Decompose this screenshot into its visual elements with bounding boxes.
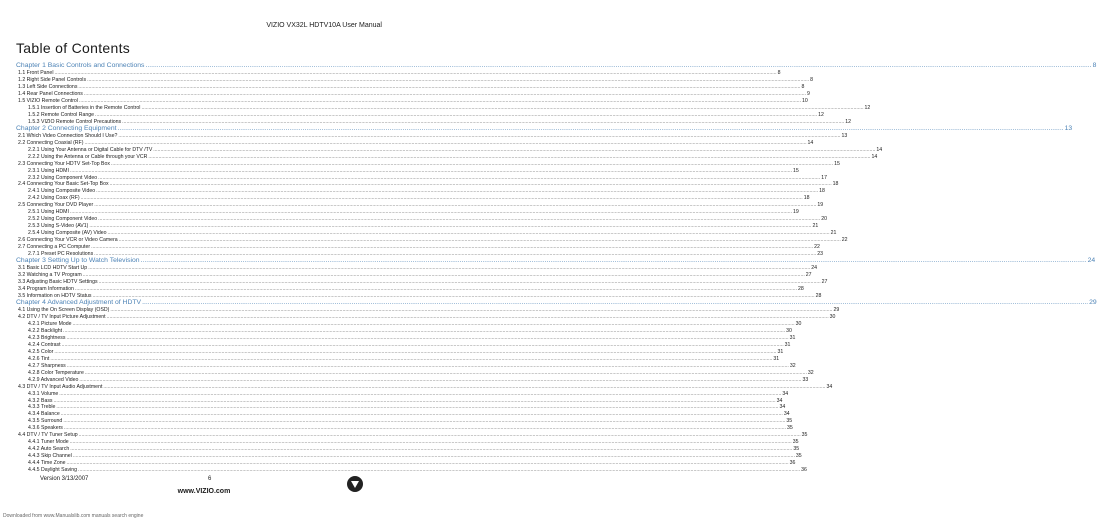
toc-page-number: 36 [789,460,796,467]
toc-dot-leader [83,272,805,279]
toc-entry-row[interactable] [16,425,793,432]
toc-dot-leader [94,202,816,209]
manual-header: VIZIO VX32L HDTV10A User Manual [266,22,382,29]
toc-entry-row[interactable] [16,397,783,405]
toc-dot-leader [95,112,817,119]
toc-page-number: 28 [815,292,822,299]
toc-entry-row[interactable] [16,237,848,244]
footer-url-link[interactable]: www.VIZIO.com [177,488,231,495]
toc-dot-leader [79,377,801,384]
toc-dot-leader [59,391,781,398]
toc-dot-leader [119,237,841,244]
toc-entry-label: 4.2.7 Sharpness [28,362,66,369]
toc-entry-label: 2.1 Which Video Connection Should I Use? [18,132,118,139]
toc-page-number: 21 [812,223,819,230]
toc-entry-label: 3.2 Watching a TV Program [18,272,82,279]
toc-page-number: 18 [819,188,825,195]
toc-dot-leader [70,209,792,216]
toc-dot-leader [70,446,792,453]
toc-page-number: 30 [829,313,836,320]
toc-dot-leader [79,432,801,439]
toc-page-number: 22 [841,237,848,244]
toc-entry-label: 4.4.5 Daylight Saving [28,467,78,474]
toc-page-number: 31 [784,341,791,348]
toc-page-number: 12 [818,111,824,118]
toc-dot-leader [67,335,789,342]
toc-entry-row[interactable] [16,209,799,216]
toc-dot-leader [91,244,813,251]
toc-entry-row[interactable] [16,327,792,335]
toc-entry-row[interactable] [16,160,840,168]
toc-entry-label: 2.2.2 Using the Antenna or Cable through your VCR [28,153,148,160]
toc-entry-row[interactable] [16,153,878,161]
toc-entry-row[interactable] [16,69,781,77]
toc-page-number: 32 [807,369,814,376]
toc-entry-label: 4.3.3 Treble [28,404,56,411]
toc-page-number: 21 [830,230,837,237]
toc-entry-label: 2.3.2 Using Component Video [28,174,98,181]
toc-entry-label: 1.5.3 VIZIO Remote Control Precautions [28,118,122,125]
toc-page-number: 34 [782,390,789,397]
toc-entry-row[interactable] [16,369,814,377]
footer-version: Version 3/13/2007 [40,476,89,482]
toc-page-number: 13 [841,132,848,139]
toc-page-number: 10 [802,97,808,104]
toc-entry-row[interactable] [16,334,796,342]
toc-entry-row[interactable] [16,272,812,279]
toc-page-number: 24 [1087,257,1096,265]
toc-dot-leader [63,328,785,335]
toc-dot-leader [67,460,789,467]
toc-entry-label: 1.4 Rear Panel Connections [18,90,83,97]
toc-page-number: 8 [777,69,781,76]
toc-entry-row[interactable] [16,223,819,230]
toc-entry-label: 2.2.1 Using Your Antenna or Digital Cable for DTV /TV [28,146,153,153]
toc-dot-leader [56,404,778,411]
toc-entry-label: 2.7 Connecting a PC Computer [18,244,91,251]
toc-dot-leader [107,314,829,321]
toc-entry-label: 4.2.3 Brightness [28,334,66,341]
toc-entry-label: Chapter 3 Setting Up to Watch Television [16,257,140,265]
download-watermark: Downloaded from www.Manualslib.com manuals search engine [3,513,144,519]
toc-dot-leader [54,70,776,77]
toc-entry-label: 4.4.3 Skip Channel [28,453,72,460]
toc-entry-label: 4.4.4 Time Zone [28,460,66,467]
toc-entry-label: 1.5.1 Insertion of Batteries in the Remote Control [28,104,141,111]
toc-page-number: 33 [802,376,809,383]
toc-dot-leader [70,439,792,446]
toc-dot-leader [81,195,803,202]
table-of-contents [16,62,1097,474]
toc-entry-label: 4.2.9 Advanced Video [28,376,79,383]
toc-page-number: 29 [1089,298,1097,306]
toc-page-number: 22 [814,244,820,251]
toc-entry-row[interactable] [16,404,786,411]
toc-entry-label: 1.2 Right Side Panel Controls [18,76,87,83]
toc-entry-label: 3.5 Information on HDTV Status [18,292,92,299]
toc-chapter-row[interactable] [16,124,1073,133]
toc-entry-row[interactable] [16,383,833,391]
toc-dot-leader [67,363,789,370]
toc-page-number: 14 [871,153,878,160]
toc-dot-leader [61,411,783,418]
toc-entry-label: 2.2 Connecting Coaxial (RF) [18,139,84,146]
toc-page-number: 27 [805,272,812,279]
toc-dot-leader [63,418,785,425]
toc-entry-row[interactable] [16,202,824,209]
toc-dot-leader [70,168,792,175]
toc-dot-leader [141,105,863,112]
toc-page-number: 35 [793,446,800,453]
toc-entry-row[interactable] [16,167,799,175]
toc-entry-row[interactable] [16,411,790,418]
toc-entry-row[interactable] [16,174,827,182]
toc-entry-label: 4.2.1 Picture Mode [28,320,72,327]
toc-entry-label: Chapter 2 Connecting Equipment [16,124,117,132]
toc-entry-label: 4.2.8 Color Temperature [28,369,84,376]
toc-entry-row[interactable] [16,418,793,425]
toc-page-number: 35 [786,425,793,432]
toc-entry-label: 1.5.2 Remote Control Range [28,111,95,118]
toc-entry-label: 3.1 Basic LCD HDTV Start Up [18,265,88,272]
toc-entry-label: 1.1 Front Panel [18,69,54,76]
toc-entry-row[interactable] [16,355,780,363]
toc-dot-leader [50,356,772,363]
toc-entry-row[interactable] [16,244,820,251]
toc-dot-leader [87,77,809,84]
toc-chapter-row[interactable] [16,62,1097,70]
toc-entry-row[interactable] [16,453,802,460]
toc-page-number: 35 [792,439,799,446]
toc-entry-row[interactable] [16,195,810,202]
toc-entry-label: 2.3.1 Using HDMI [28,167,69,174]
toc-page-number: 8 [801,83,805,90]
toc-dot-leader [98,216,820,223]
toc-page-number: 29 [833,306,840,313]
toc-entry-label: 4.4.1 Tuner Mode [28,439,69,446]
toc-page-number: 28 [798,286,804,292]
toc-entry-label: 2.7.1 Preset PC Resolutions [28,251,94,258]
toc-dot-leader [79,98,801,105]
toc-entry-label: 2.4.2 Using Coax (RF) [28,195,80,202]
toc-page-number: 14 [876,146,883,153]
toc-dot-leader [145,63,1091,70]
toc-dot-leader [148,154,870,161]
toc-entry-label: 4.4.2 Auto Search [28,446,70,453]
toc-entry-label: 4.2.4 Contrast [28,341,61,348]
toc-dot-leader [73,453,795,460]
toc-entry-row[interactable] [16,181,839,188]
toc-page-number: 34 [826,383,833,390]
toc-dot-leader [54,349,776,356]
toc-page-number: 27 [821,279,828,286]
toc-dot-leader [98,175,820,182]
toc-entry-row[interactable] [16,279,828,286]
toc-entry-row[interactable] [16,390,789,398]
toc-entry-row[interactable] [16,286,804,293]
toc-entry-row[interactable] [16,111,824,119]
toc-entry-label: 2.5.3 Using S-Video (AV1) [28,223,89,230]
toc-entry-label: 2.4.1 Using Composite Video [28,188,96,195]
toc-entry-row[interactable] [16,146,883,154]
toc-page-number: 19 [793,209,799,216]
toc-dot-leader [141,258,1087,265]
toc-page-number: 8 [1092,62,1097,69]
toc-page-number: 30 [795,320,802,327]
toc-page-number: 35 [786,418,793,425]
toc-entry-row[interactable] [16,467,807,474]
toc-entry-row[interactable] [16,432,808,439]
toc-page-number: 31 [773,355,780,362]
toc-entry-row[interactable] [16,132,848,140]
toc-page-number: 20 [821,216,827,223]
toc-chapter-row[interactable] [16,298,1097,307]
toc-chapter-row[interactable] [16,257,1096,265]
toc-entry-label: 4.2.5 Color [28,348,54,355]
toc-page-number: 31 [789,334,796,341]
toc-entry-row[interactable] [16,446,800,453]
toc-dot-leader [110,181,832,188]
toc-entry-label: 4.1 Using the On Screen Display (OSD) [18,306,110,313]
toc-entry-row[interactable] [16,439,799,446]
toc-page-number: 35 [801,432,808,439]
toc-page-number: 31 [777,348,784,355]
toc-entry-label: 4.3.5 Surround [28,418,63,425]
toc-page-number: 8 [810,76,814,83]
toc-entry-row[interactable] [16,139,814,147]
toc-page-number: 19 [817,202,824,209]
toc-entry-label: 4.4 DTV / TV Tuner Setup [18,432,78,439]
toc-entry-row[interactable] [16,376,809,384]
toc-page-number: 30 [786,327,792,334]
toc-page-number: 9 [806,90,810,97]
toc-page-number: 24 [811,265,818,272]
toc-entry-row[interactable] [16,348,784,356]
toc-entry-row[interactable] [16,76,814,84]
toc-dot-leader [88,265,810,272]
toc-dot-leader [84,140,806,147]
toc-entry-label: 4.2 DTV / TV Input Picture Adjustment [18,313,106,320]
toc-page-number: 34 [776,397,783,404]
toc-entry-row[interactable] [16,313,836,321]
toc-page-number: 12 [864,104,871,111]
toc-entry-row[interactable] [16,216,827,223]
page-number: 6 [208,476,212,482]
toc-entry-row[interactable] [16,83,805,91]
toc-dot-leader [89,223,811,230]
toc-page-number: 17 [821,174,827,181]
toc-dot-leader [103,384,825,391]
toc-page-number: 23 [817,251,824,258]
toc-dot-leader [118,126,1064,133]
toc-dot-leader [78,84,800,91]
toc-page-number: 34 [779,404,786,411]
toc-entry-label: 2.5.4 Using Composite (AV) Video [28,230,107,237]
toc-dot-leader [108,230,830,237]
toc-entry-row[interactable] [16,306,840,314]
page-title: Table of Contents [16,40,131,56]
toc-entry-label: 4.2.2 Backlight [28,327,63,334]
toc-entry-label: Chapter 1 Basic Controls and Connections [16,62,145,69]
toc-entry-label: 3.4 Program Information [18,286,74,292]
toc-entry-label: 4.3.4 Balance [28,411,60,418]
toc-dot-leader [96,188,818,195]
toc-entry-label: 2.5.1 Using HDMI [28,209,69,216]
toc-entry-row[interactable] [16,230,837,237]
toc-entry-row[interactable] [16,362,796,370]
toc-dot-leader [54,398,776,405]
toc-entry-label: 4.3 DTV / TV Input Audio Adjustment [18,383,103,390]
toc-entry-label: 4.3.1 Volume [28,390,59,397]
toc-dot-leader [110,307,832,314]
toc-entry-row[interactable] [16,320,802,328]
toc-dot-leader [73,321,795,328]
toc-entry-label: 2.6 Connecting Your VCR or Video Camera [18,237,118,244]
toc-dot-leader [142,300,1088,307]
toc-entry-row[interactable] [16,90,810,98]
toc-page-number: 13 [1064,124,1073,132]
toc-entry-label: 1.3 Left Side Connections [18,83,78,90]
toc-entry-label: 2.3 Connecting Your HDTV Set-Top Box [18,160,110,167]
toc-page-number: 14 [807,139,814,146]
toc-entry-label: 2.5.2 Using Component Video [28,216,98,223]
toc-entry-label: Chapter 4 Advanced Adjustment of HDTV [16,298,142,306]
toc-entry-label: 2.4 Connecting Your Basic Set-Top Box [18,181,109,188]
toc-dot-leader [111,161,833,168]
toc-entry-row[interactable] [16,265,818,272]
toc-dot-leader [85,370,807,377]
toc-page-number: 36 [801,467,807,474]
toc-dot-leader [75,286,797,293]
toc-entry-label: 2.5 Connecting Your DVD Player [18,202,94,209]
toc-dot-leader [62,342,784,349]
toc-dot-leader [84,91,806,98]
toc-dot-leader [99,279,821,286]
toc-dot-leader [153,147,875,154]
toc-page-number: 34 [783,411,790,418]
toc-page-number: 18 [832,181,839,188]
toc-entry-label: 4.3.2 Bass [28,397,53,404]
toc-entry-label: 3.3 Adjusting Basic HDTV Settings [18,279,98,286]
toc-entry-label: 4.3.6 Speakers [28,425,63,432]
toc-page-number: 32 [789,362,796,369]
toc-dot-leader [78,467,800,474]
toc-entry-row[interactable] [16,104,871,112]
toc-dot-leader [118,133,840,140]
toc-page-number: 35 [795,453,802,460]
toc-entry-row[interactable] [16,97,808,105]
toc-entry-label: 4.2.6 Tint [28,355,50,362]
toc-page-number: 12 [845,118,851,125]
toc-page-number: 15 [793,167,799,174]
toc-entry-row[interactable] [16,341,791,349]
toc-entry-row[interactable] [16,460,796,467]
toc-page-number: 15 [834,160,840,167]
toc-entry-label: 1.5 VIZIO Remote Control [18,97,78,104]
toc-page-number: 18 [803,195,810,202]
toc-dot-leader [64,425,786,432]
toc-entry-row[interactable] [16,188,825,195]
